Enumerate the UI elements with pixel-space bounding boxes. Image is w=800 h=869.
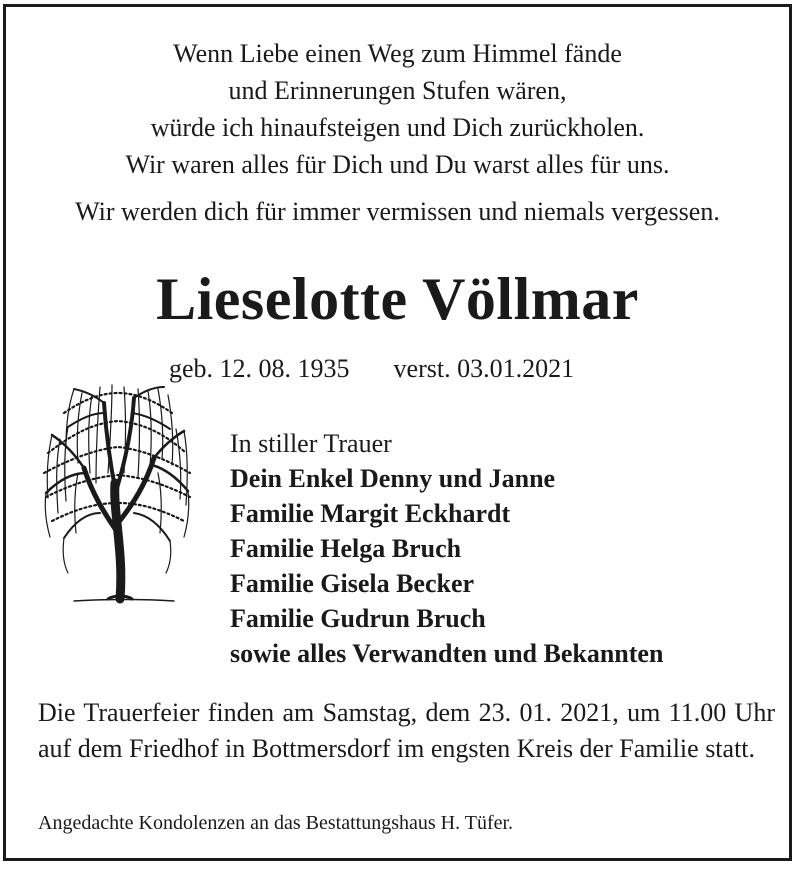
poem-line: Wir waren alles für Dich und Du warst alles für uns. — [125, 150, 670, 179]
mourner-entry: Familie Helga Bruch — [230, 534, 462, 563]
mourner-entry: Dein Enkel Denny und Janne — [230, 464, 556, 493]
poem-line: und Erinnerungen Stufen wären, — [228, 76, 567, 105]
life-dates — [169, 353, 574, 385]
mourner-entry: Familie Margit Eckhardt — [230, 499, 511, 528]
mourners-list — [230, 426, 663, 671]
tree-icon — [34, 373, 194, 609]
deceased-name: Lieselotte Völlmar — [156, 266, 639, 332]
obituary-frame — [3, 4, 792, 861]
poem-line: würde ich hinaufsteigen und Dich zurückholen. — [150, 113, 645, 142]
poem — [6, 35, 789, 183]
funeral-service-text: Die Trauerfeier finden am Samstag, dem 23. 01. 2021, um 11.00 Uhr auf dem Friedhof in Bottmersdorf im engsten Kreis der Familie statt. — [38, 698, 775, 763]
motto: Wir werden dich für immer vermissen und niemals vergessen. — [75, 197, 720, 226]
mourner-entry: sowie alles Verwandten und Bekannten — [230, 639, 664, 668]
death-date: verst. 03.01.2021 — [393, 354, 575, 383]
birth-date: geb. 12. 08. 1935 — [169, 354, 350, 383]
condolence-note: Angedachte Kondolenzen an das Bestattungshaus H. Tüfer. — [38, 812, 514, 834]
mourner-entry: Familie Gudrun Bruch — [230, 604, 486, 633]
mourner-entry: Familie Gisela Becker — [230, 569, 475, 598]
mourners-intro: In stiller Trauer — [230, 429, 392, 458]
poem-line: Wenn Liebe einen Weg zum Himmel fände — [173, 39, 622, 68]
